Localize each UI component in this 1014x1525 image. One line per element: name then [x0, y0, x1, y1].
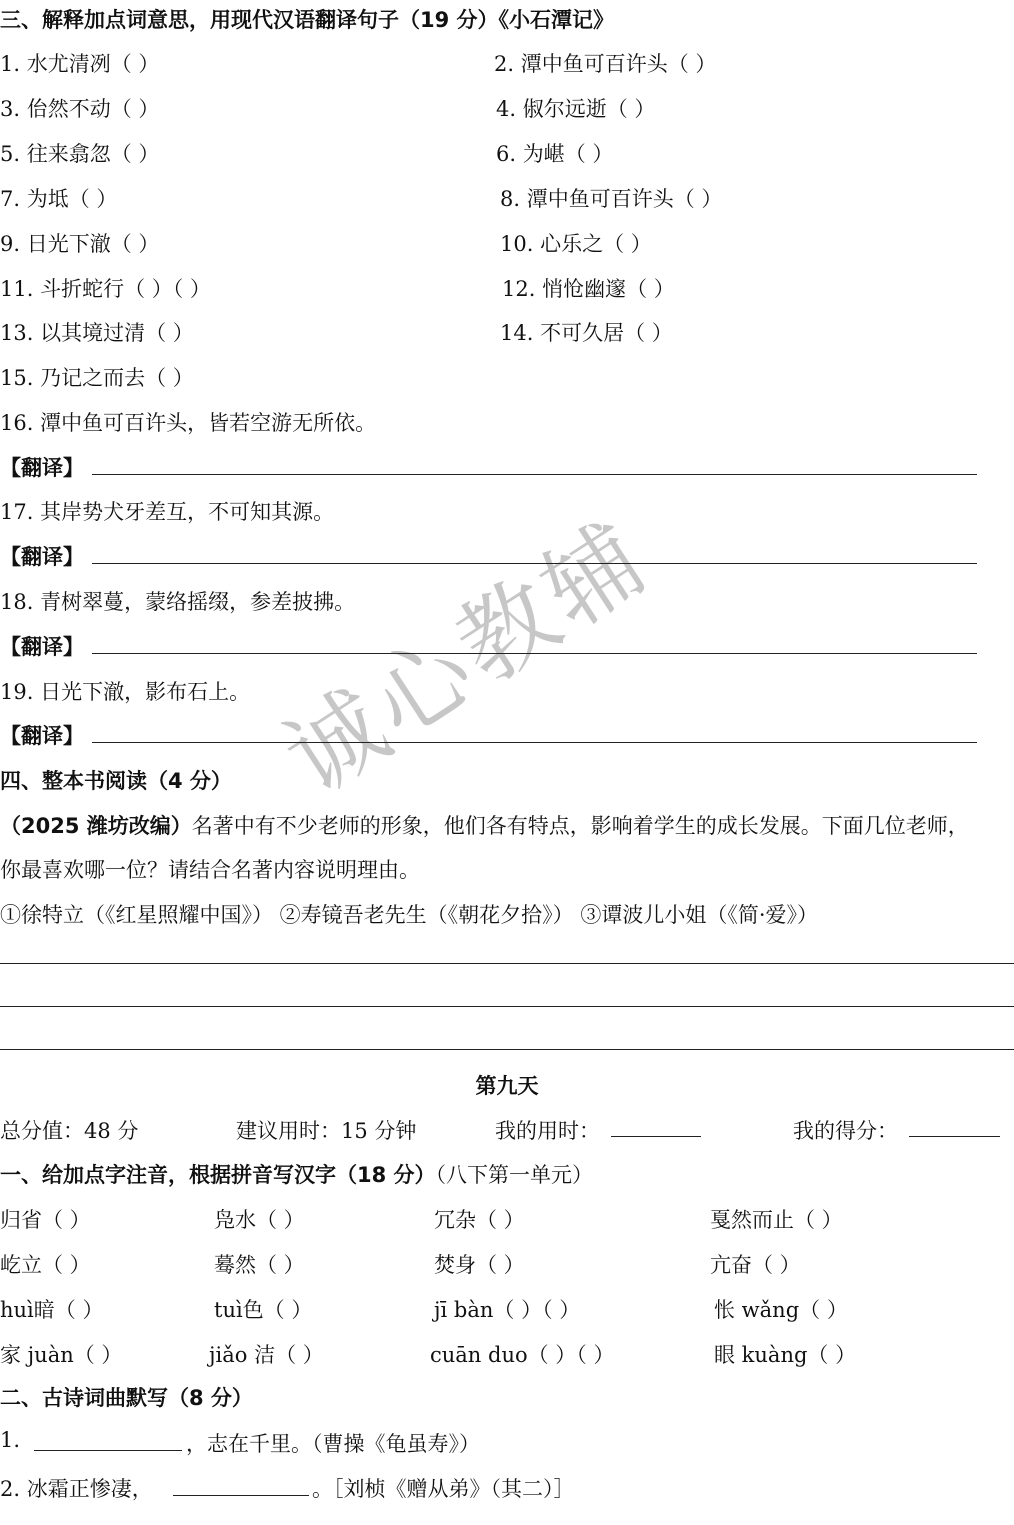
item-5: 5. 往来翕忽（ ）	[0, 142, 160, 166]
item-3: 3. 佁然不动（ ）	[0, 97, 160, 121]
translation-answer-line-16[interactable]	[92, 474, 977, 475]
item-14: 14. 不可久居（ ）	[500, 321, 673, 345]
pinyin-item: huì暗（ ）	[0, 1298, 104, 1322]
translation-label-17: 【翻译】	[0, 545, 84, 569]
suggested-time: 建议用时：15 分钟	[236, 1119, 417, 1143]
watermark: 诚心教辅	[265, 499, 670, 816]
pinyin-item: 家 juàn（ ）	[0, 1343, 123, 1367]
item-1: 1. 水尤清冽（ ）	[0, 52, 160, 76]
pinyin-item: 怅 wǎng（ ）	[714, 1298, 848, 1322]
my-score-label: 我的得分：	[793, 1119, 898, 1143]
item-9: 9. 日光下澈（ ）	[0, 232, 160, 256]
pinyin-item: 屹立（ ）	[0, 1253, 91, 1277]
pinyin-item: 亢奋（ ）	[710, 1253, 801, 1277]
poem-q1-blank[interactable]	[34, 1450, 182, 1451]
pinyin-item: 眼 kuàng（ ）	[714, 1343, 857, 1367]
section3-title: 三、解释加点词意思，用现代汉语翻译句子（19 分）《小石潭记》	[0, 8, 615, 32]
my-time-label: 我的用时：	[495, 1119, 600, 1143]
section4-source: （2025 潍坊改编）	[0, 814, 192, 838]
item-7: 7. 为坻（ ）	[0, 187, 118, 211]
item-10: 10. 心乐之（ ）	[500, 232, 652, 256]
total-score: 总分值：48 分	[0, 1119, 139, 1143]
pinyin-item: 归省（ ）	[0, 1208, 91, 1232]
poem-q2-text: 2. 冰霜正惨凄，	[0, 1477, 153, 1501]
translation-label-19: 【翻译】	[0, 724, 84, 748]
item-12: 12. 悄怆幽邃（ ）	[502, 277, 675, 301]
part1-title: 一、给加点字注音，根据拼音写汉字（18 分）	[0, 1163, 436, 1187]
pinyin-item: tuì色（ ）	[214, 1298, 313, 1322]
translation-sentence-17: 17. 其岸势犬牙差互，不可知其源。	[0, 500, 335, 524]
translation-sentence-19: 19. 日光下澈，影布石上。	[0, 680, 251, 704]
section4-options: ①徐特立（《红星照耀中国》） ②寿镜吾老先生（《朝花夕拾》） ③谭波儿小姐（《简·爱》）	[0, 903, 819, 927]
item-11: 11. 斗折蛇行（ ）（ ）	[0, 277, 211, 301]
part1-note: （八下第一单元）	[435, 1163, 594, 1187]
day-title: 第九天	[475, 1074, 539, 1098]
section4-paragraph-1	[0, 810, 969, 840]
part2-title: 二、古诗词曲默写（8 分）	[0, 1386, 253, 1410]
poem-q2-source: 。［刘桢《赠从弟》（其二）］	[312, 1477, 575, 1501]
poem-q1-number: 1.	[0, 1428, 21, 1452]
poem-q2-blank[interactable]	[173, 1495, 309, 1496]
section4-question-part1: 名著中有不少老师的形象，他们各有特点，影响着学生的成长发展。下面几位老师，	[191, 814, 969, 838]
item-4: 4. 俶尔远逝（ ）	[496, 97, 656, 121]
pinyin-item: 凫水（ ）	[214, 1208, 305, 1232]
pinyin-item: jī bàn（ ）（ ）	[434, 1298, 581, 1322]
answer-line-3[interactable]	[0, 1049, 1014, 1050]
pinyin-item: 戛然而止（ ）	[710, 1208, 843, 1232]
translation-sentence-16: 16. 潭中鱼可百许头，皆若空游无所依。	[0, 411, 377, 435]
pinyin-item: jiǎo 洁（ ）	[209, 1343, 324, 1367]
translation-answer-line-17[interactable]	[92, 563, 977, 564]
my-time-field[interactable]	[611, 1136, 701, 1137]
item-6: 6. 为嵁（ ）	[496, 142, 614, 166]
item-15: 15. 乃记之而去（ ）	[0, 366, 194, 390]
section4-title: 四、整本书阅读（4 分）	[0, 769, 232, 793]
section4-question-part2: 你最喜欢哪一位？请结合名著内容说明理由。	[0, 858, 420, 882]
answer-line-2[interactable]	[0, 1006, 1014, 1007]
pinyin-item: 焚身（ ）	[434, 1253, 525, 1277]
item-2: 2. 潭中鱼可百许头（ ）	[494, 52, 717, 76]
translation-label-16: 【翻译】	[0, 456, 84, 480]
item-13: 13. 以其境过清（ ）	[0, 321, 194, 345]
part1-heading	[0, 1159, 593, 1189]
translation-answer-line-18[interactable]	[92, 653, 977, 654]
item-8: 8. 潭中鱼可百许头（ ）	[500, 187, 723, 211]
pinyin-item: 蓦然（ ）	[214, 1253, 305, 1277]
poem-q1-text: ，志在千里。（曹操《龟虽寿》）	[186, 1432, 480, 1456]
pinyin-item: 冗杂（ ）	[434, 1208, 525, 1232]
my-score-field[interactable]	[909, 1136, 1000, 1137]
answer-line-1[interactable]	[0, 963, 1014, 964]
pinyin-item: cuān duo（ ）（ ）	[430, 1343, 615, 1367]
translation-label-18: 【翻译】	[0, 635, 84, 659]
translation-sentence-18: 18. 青树翠蔓，蒙络摇缀，参差披拂。	[0, 590, 356, 614]
translation-answer-line-19[interactable]	[92, 742, 977, 743]
